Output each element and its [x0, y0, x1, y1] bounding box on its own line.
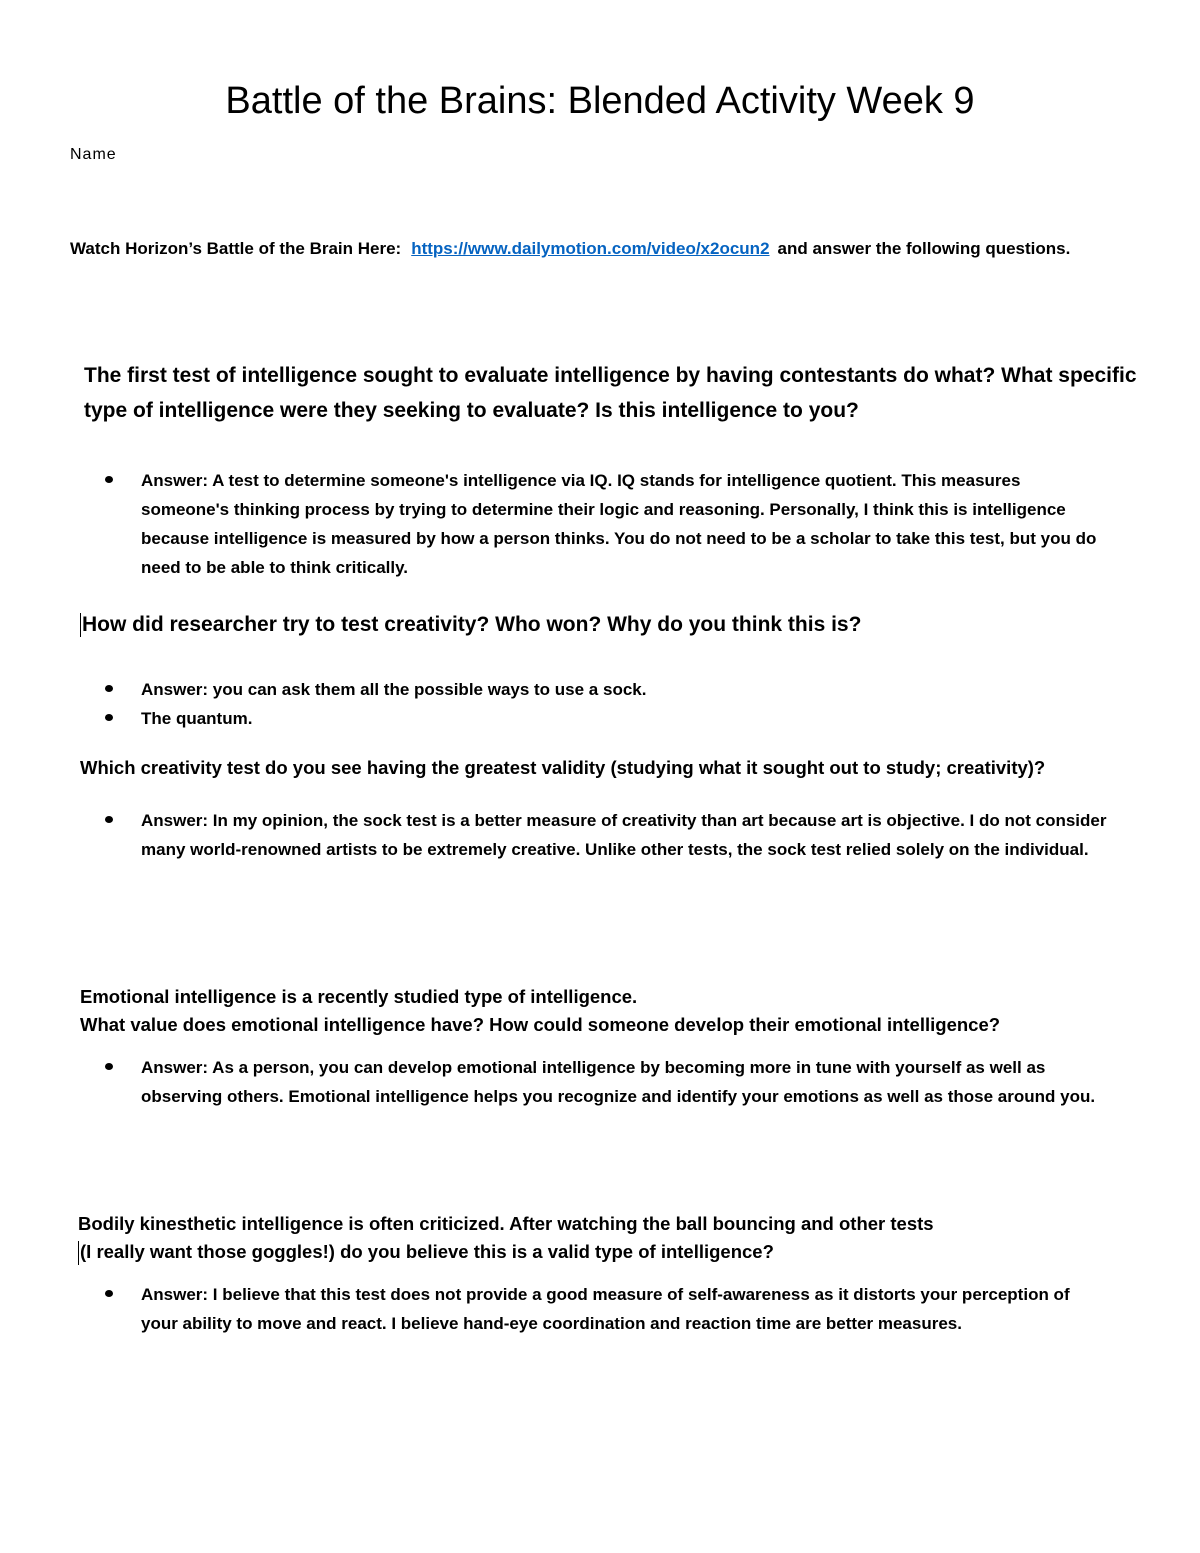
answer-item [100, 1053, 1110, 1111]
question-2-text: How did researcher try to test creativity? Who won? Why do you think this is? [82, 613, 862, 636]
intro-paragraph [70, 234, 1130, 263]
answer-item [100, 704, 1110, 733]
answer-text: Answer: As a person, you can develop emotional intelligence by becoming more in tune with yourself as well as observing others. Emotional intelligence helps you recognize and identify your emotions as well as those around you. [141, 1058, 1096, 1106]
intro-prefix: Watch Horizon’s Battle of the Brain Here: [70, 239, 402, 258]
answer-item [100, 675, 1110, 704]
answer-list-3 [100, 806, 1110, 864]
text-cursor [80, 613, 81, 637]
question-2 [80, 607, 1170, 642]
question-5-line-2 [78, 1238, 1188, 1266]
bullet-icon [105, 476, 113, 483]
answer-list-2 [100, 675, 1110, 733]
question-1: The first test of intelligence sought to evaluate intelligence by having contestants do what? What specific type of intelligence were they seeking to evaluate? Is this intelligence to you? [84, 364, 1137, 422]
answer-text: Answer: A test to determine someone's intelligence via IQ. IQ stands for intelligence quotient. This measures someone's thinking process by trying to determine their logic and reasoning. Personally, I think this is intelligence because intelligence is measured by how a person thinks. You do not need to be a scholar to take this test, but you do need to be able to think critically. [141, 471, 1097, 577]
bullet-icon [105, 685, 113, 692]
answer-list-5 [100, 1280, 1110, 1338]
bullet-icon [105, 1063, 113, 1070]
bullet-icon [105, 816, 113, 823]
answer-item [100, 466, 1110, 582]
answer-list-4 [100, 1053, 1110, 1111]
document-title: Battle of the Brains: Blended Activity Week 9 [225, 80, 975, 122]
answer-item [100, 1280, 1110, 1338]
question-5 [78, 1210, 1188, 1266]
question-5-line-2-text: (I really want those goggles!) do you believe this is a valid type of intelligence? [80, 1241, 774, 1262]
answer-text: Answer: I believe that this test does not provide a good measure of self-awareness as it distorts your perception of your ability to move and react. I believe hand-eye coordination and reaction time are better measures. [141, 1285, 1070, 1333]
intro-suffix: and answer the following questions. [777, 239, 1071, 258]
question-5-line-1: Bodily kinesthetic intelligence is often criticized. After watching the ball bouncing and other tests [78, 1213, 934, 1234]
text-cursor [78, 1241, 79, 1265]
answer-text: Answer: you can ask them all the possible ways to use a sock. [141, 680, 647, 699]
video-link[interactable]: https://www.dailymotion.com/video/x2ocun2 [411, 239, 770, 258]
name-label: Name [70, 146, 117, 163]
answer-list-1 [100, 466, 1110, 582]
answer-text: The quantum. [141, 709, 253, 728]
question-4-line-1: Emotional intelligence is a recently studied type of intelligence. [80, 986, 638, 1007]
question-4-line-2: What value does emotional intelligence have? How could someone develop their emotional intelligence? [80, 1014, 1001, 1035]
bullet-icon [105, 1290, 113, 1297]
question-3: Which creativity test do you see having the greatest validity (studying what it sought out to study; creativity)? [80, 757, 1046, 778]
bullet-icon [105, 714, 113, 721]
answer-item [100, 806, 1110, 864]
question-4 [80, 983, 1190, 1039]
answer-text: Answer: In my opinion, the sock test is a better measure of creativity than art because art is objective. I do not consider many world-renowned artists to be extremely creative. Unlike other tests, the sock test relied solely on the individual. [141, 811, 1107, 859]
